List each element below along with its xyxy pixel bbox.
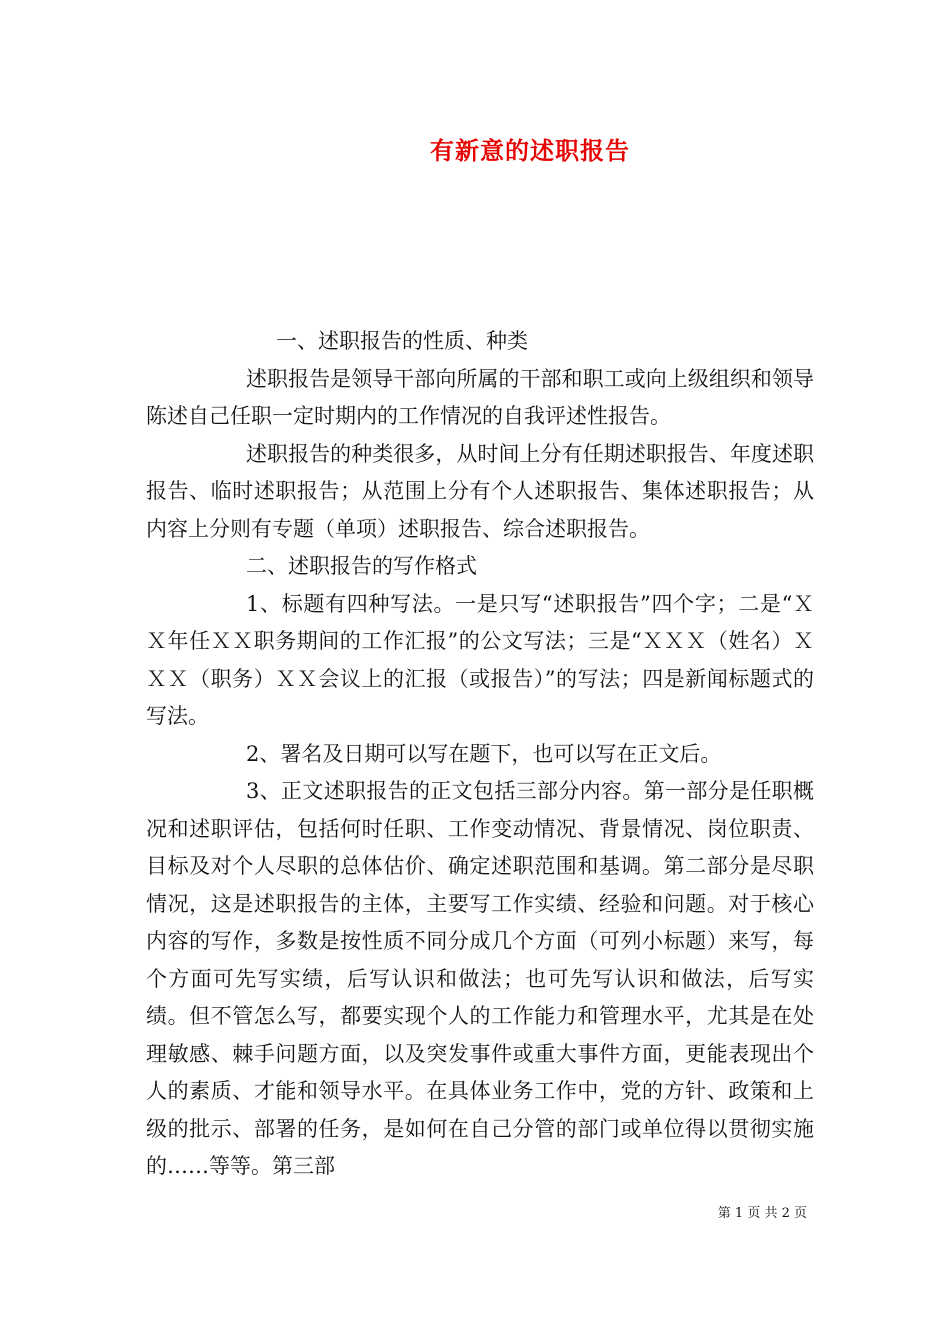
body-paragraph: 述职报告是领导干部向所属的干部和职工或向上级组织和领导陈述自己任职一定时期内的工作情况的自我评述性报告。 [146, 366, 814, 428]
body-paragraph: 述职报告的种类很多，从时间上分有任期述职报告、年度述职报告、临时述职报告；从范围上分有个人述职报告、集体述职报告；从内容上分则有专题（单项）述职报告、综合述职报告。 [146, 441, 814, 541]
body-paragraph: 1、标题有四种写法。一是只写“述职报告”四个字；二是“ＸＸ年任ＸＸ职务期间的工作汇报”的公文写法；三是“ＸＸＸ（姓名）ＸＸＸ（职务）ＸＸ会议上的汇报（或报告）”的写法；四是新闻标题式的写法。 [146, 591, 814, 728]
body-paragraph: 2、署名及日期可以写在题下，也可以写在正文后。 [246, 741, 722, 766]
body-paragraph: 3、正文述职报告的正文包括三部分内容。第一部分是任职概况和述职评估，包括何时任职、工作变动情况、背景情况、岗位职责、目标及对个人尽职的总体估价、确定述职范围和基调。第二部分是尽职情况，这是述职报告的主体，主要写工作实绩、经验和问题。对于核心内容的写作，多数是按性质不同分成几个方面（可列小标题）来写，每个方面可先写实绩，后写认识和做法；也可先写认识和做法，后写实绩。但不管怎么写，都要实现个人的工作能力和管理水平，尤其是在处理敏感、棘手问题方面，以及突发事件或重大事件方面，更能表现出个人的素质、才能和领导水平。在具体业务工作中，党的方针、政策和上级的批示、部署的任务，是如何在自己分管的部门或单位得以贯彻实施的……等等。第三部 [146, 779, 814, 1178]
page-footer: 第 1 页 共 2 页 [717, 1206, 807, 1221]
section-heading: 一、述职报告的性质、种类 [276, 329, 528, 353]
section-heading: 二、述职报告的写作格式 [246, 554, 477, 578]
document-body [146, 323, 814, 1186]
document-title: 有新意的述职报告 [430, 136, 630, 165]
